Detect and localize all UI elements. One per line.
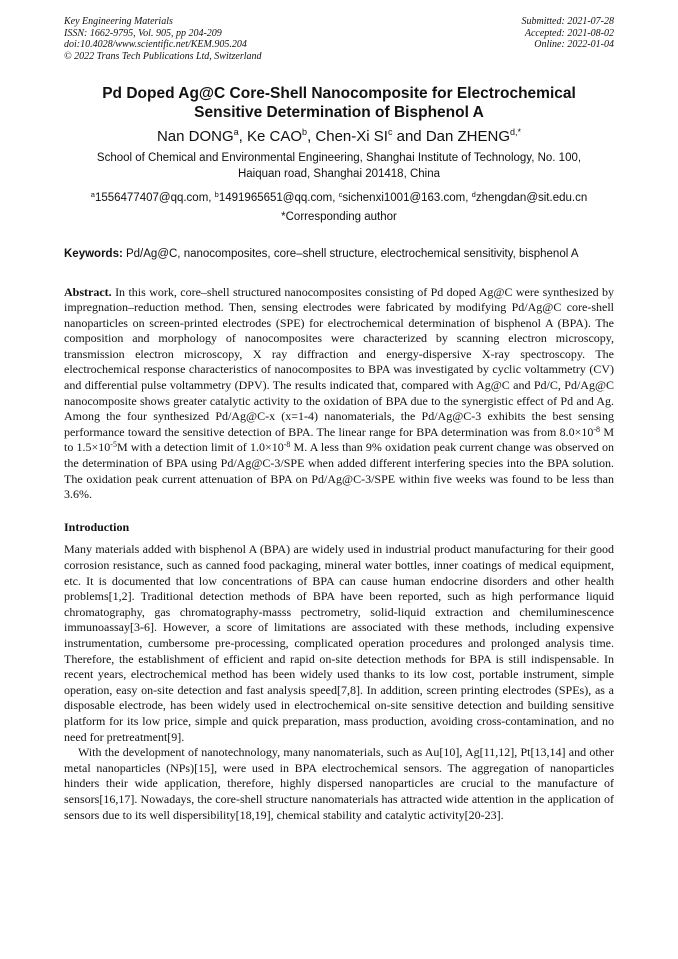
intro-paragraph-1: Many materials added with bisphenol A (BPA) are widely used in industrial product manufacturing for their good corrosion resistance, such as canned food packaging, mineral water bottles, inner coatings of medical equipment, etc. It is documented that low concentrations of BPA can cause human endocrine disorders and other health problems[1,2]. Traditional detection methods of BPA have been reported, such as high performance liquid chromatography, gas chromatography-masss pectrometry, solid-liquid extraction and chemiluminescence immunoassay[3-6]. However, a score of limitations are associated with these methods, including expensive instrumentation, cumbersome pre-processing, complicated operation procedures and prolonged analysis time. Therefore, the establishment of efficient and rapid on-site detection methods for BPA is still indispensable. In recent years, electrochemical method has been widely used thanks to its low cost, portable instrument, simple operation, easy on-site detection and fast analysis speed[7,8]. In addition, screen printing electrodes (SPEs), as a disposable electrode, has been widely used in electrochemical on-site sensitive detection and building sensitive platform for its low price, simple and quick preparation, mass production, avoiding cross-contamination, and no need for pretreatment[9]. bbox=[64, 542, 614, 744]
email-address[interactable]: zhengdan@sit.edu.cn bbox=[475, 192, 588, 204]
dates-info bbox=[522, 16, 615, 62]
online-date: Online: 2022-01-04 bbox=[534, 39, 614, 50]
email-sup: c bbox=[338, 190, 343, 199]
author-name: Dan ZHENG bbox=[425, 128, 511, 145]
section-heading-introduction: Introduction bbox=[64, 519, 130, 534]
email-address[interactable]: sichenxi1001@163.com bbox=[342, 192, 466, 204]
exponent: -8 bbox=[283, 440, 291, 450]
affiliation-line-1: School of Chemical and Environmental Engineering, Shanghai Institute of Technology, No. 100, bbox=[96, 152, 582, 164]
abstract-text: M. A less than 9% oxidation peak current change was observed on the determination of BPA using Pd/Ag@C-3/SPE when added different interfering species into the BPA solution. The oxidation peak current attenuation of BPA on Pd/Ag@C-3/SPE within five weeks was found to be less than 3.6%. bbox=[64, 440, 614, 502]
journal-name: Key Engineering Materials bbox=[64, 16, 173, 27]
author-sep: and bbox=[392, 128, 426, 145]
email-sup: b bbox=[214, 190, 219, 199]
submitted-date: Submitted: 2021-07-28 bbox=[521, 16, 614, 27]
author-list bbox=[64, 127, 614, 146]
copyright: © 2022 Trans Tech Publications Ltd, Switzerland bbox=[64, 50, 262, 62]
author-sep: , bbox=[238, 128, 248, 145]
exponent: -5 bbox=[110, 440, 117, 450]
title-line-2: Sensitive Determination of Bisphenol A bbox=[194, 104, 484, 121]
abstract-text: M to 1.5×10 bbox=[64, 424, 614, 455]
email-sep: , bbox=[465, 192, 472, 204]
email-sep: , bbox=[332, 192, 339, 204]
author-name: Ke CAO bbox=[247, 128, 303, 145]
keywords bbox=[64, 247, 614, 262]
running-header bbox=[64, 16, 614, 62]
doi: doi:10.4028/www.scientific.net/KEM.905.204 bbox=[64, 39, 247, 50]
corresponding-author: *Corresponding author bbox=[281, 210, 397, 223]
author-sup: a bbox=[233, 127, 239, 137]
abstract-label: Abstract. bbox=[64, 284, 112, 299]
email-list bbox=[64, 191, 614, 207]
affiliation bbox=[64, 151, 614, 182]
keywords-text: Pd/Ag@C, nanocomposites, core–shell structure, electrochemical sensitivity, bisphenol A bbox=[122, 248, 579, 260]
author-sep: , bbox=[307, 128, 316, 145]
intro-paragraph-2: With the development of nanotechnology, many nanomaterials, such as Au[10], Ag[11,12], Pt[13,14] and other metal nanoparticles (NPs)[15], were used in BPA electrochemical sensors. The aggregation of nanoparticles hinders their wide application, therefore, highly dispersed nanoparticles are crucial to the manufacture of sensors[16,17]. Nowadays, the core-shell structure nanomaterials has attracted wide attention in the application of sensors due to its well dispersibility[18,19], chemical stability and catalytic activity[20-23]. bbox=[64, 745, 614, 822]
email-address[interactable]: 1491965651@qq.com bbox=[218, 192, 333, 204]
paper-title bbox=[64, 84, 614, 122]
title-line-1: Pd Doped Ag@C Core-Shell Nanocomposite for Electrochemical bbox=[102, 85, 576, 102]
author-name: Nan DONG bbox=[156, 128, 234, 145]
abstract bbox=[64, 285, 614, 503]
keywords-label: Keywords: bbox=[64, 248, 123, 260]
author-sup: c bbox=[387, 127, 393, 137]
email-sep: , bbox=[208, 192, 215, 204]
email-sup: d bbox=[471, 190, 476, 199]
email-sup: a bbox=[90, 190, 95, 199]
author-name: Chen-Xi SI bbox=[315, 128, 388, 145]
journal-info bbox=[64, 16, 262, 62]
affiliation-line-2: Haiquan road, Shanghai 201418, China bbox=[237, 167, 441, 180]
author-sup: d,* bbox=[510, 127, 522, 137]
author-sup: b bbox=[302, 127, 308, 137]
accepted-date: Accepted: 2021-08-02 bbox=[524, 27, 614, 39]
email-address[interactable]: 1556477407@qq.com bbox=[94, 192, 209, 204]
abstract-text: In this work, core–shell structured nanocomposites consisting of Pd doped Ag@C were synthesized by impregnation–reduction method. Then, sensing electrodes were fabricated by modifying Pd/Ag@C core-shell nanoparticles on screen-printed electrodes (SPE) for electrochemical determination of bisphenol A (BPA). The composition and morphology of nanocomposites were characterized by scanning electron microscopy, transmission electron microscopy, X ray diffraction and energy-dispersive X-ray spectroscopy. The electrochemical response characteristics of nanocomposites to BPA was investigated by cyclic voltammetry (CV) and differential pulse voltammetry (DPV). The results indicated that, compared with Ag@C and Pd/C, Pd/Ag@C nanocomposite shows greater catalytic activity to the oxidation of BPA due to the synergistic effect of Pd and Ag. Among the four synthesized Pd/Ag@C-x (x=1-4) nanomaterials, the Pd/Ag@C-3 exhibits the best sensing performance toward the sensitive detection of BPA. The linear range for BPA determination was from 8.0×10 bbox=[64, 284, 614, 439]
exponent: -8 bbox=[593, 424, 601, 434]
abstract-text: M with a detection limit of 1.0×10 bbox=[116, 440, 284, 455]
issn: ISSN: 1662-9795, Vol. 905, pp 204-209 bbox=[64, 27, 222, 39]
